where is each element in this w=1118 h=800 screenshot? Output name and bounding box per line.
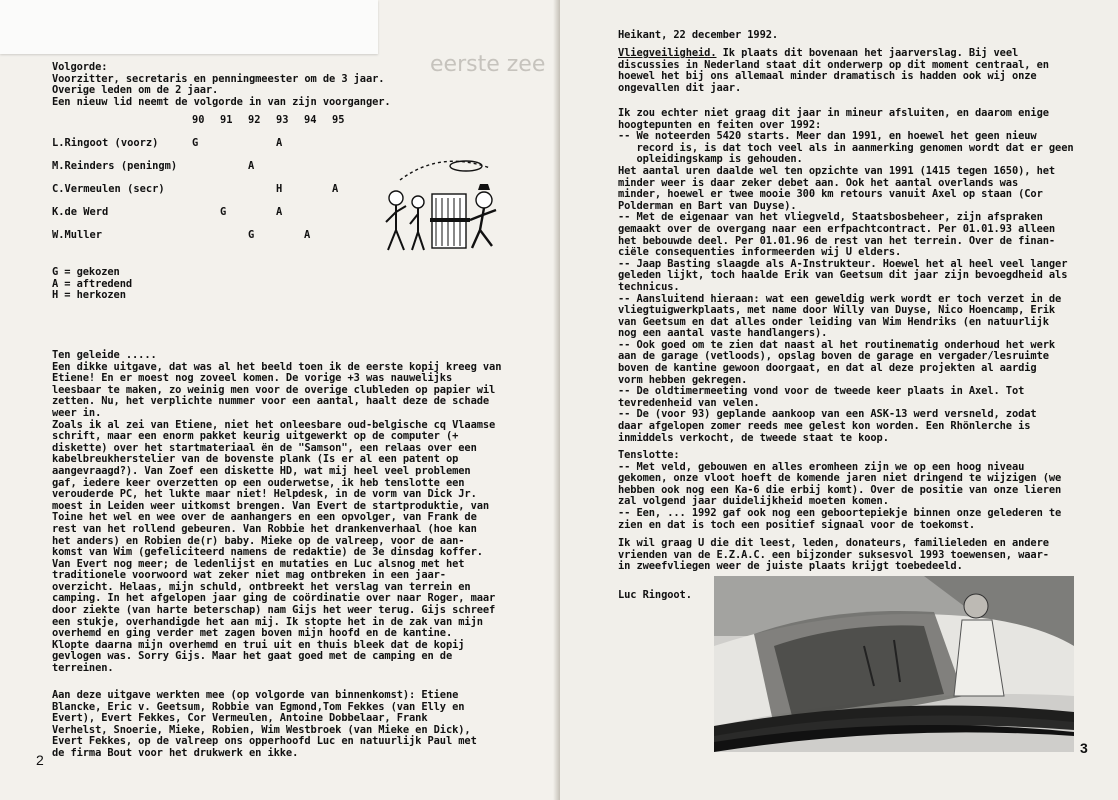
text-line: in zweefvliegen weer de juiste plaats krijgt toebedeeld. bbox=[618, 560, 963, 573]
schedule-mark bbox=[304, 183, 332, 206]
text-line: een stukje, overhandigde het aan mij. Ik stopte het in de zak van mijn bbox=[52, 615, 483, 628]
text-line: gekomen, onze vloot hoeft de komende jaren niet dringend te wijzigen (we bbox=[618, 472, 1062, 485]
table-row bbox=[52, 160, 360, 183]
text-line: nog een aantal vaste handlangers). bbox=[618, 327, 828, 340]
text-line: traditionele voorwoord wat zeker niet mag ontbreken in een jaar- bbox=[52, 569, 446, 582]
glider-cockpit-image bbox=[714, 576, 1074, 752]
schedule-mark: A bbox=[332, 183, 339, 195]
volgorde-line: Overige leden om de 2 jaar. bbox=[52, 84, 219, 97]
ten-geleide-section bbox=[52, 350, 501, 675]
text-line: het bebouwde deel. Per 01.01.96 de rest van het terrein. Over de finan- bbox=[618, 234, 1056, 247]
year-header: 94 bbox=[304, 114, 317, 126]
text-line: -- Jaap Basting slaagde als A-Instrukteur. Hoewel het al heel veel langer bbox=[618, 257, 1068, 270]
schedule-mark bbox=[332, 137, 360, 160]
text-line: tevredenheid van velen. bbox=[618, 396, 760, 409]
text-line: vorm hebben gekregen. bbox=[618, 373, 748, 386]
schedule-mark bbox=[332, 229, 360, 252]
text-line: hoewel het bij ons allemaal minder dramatisch is hadden ook wij onze bbox=[618, 70, 1037, 83]
schedule-mark bbox=[332, 160, 360, 183]
text-line: geleden lijkt, toch haalde Erik van Geetsum dit jaar zijn bevoegdheid als bbox=[618, 269, 1068, 282]
volgorde-line: Voorzitter, secretaris en penningmeester om de 3 jaar. bbox=[52, 72, 385, 85]
text-line: door ziekte (van harte beterschap) nam Gijs het weer terug. Gijs schreef bbox=[52, 604, 496, 617]
schedule-mark bbox=[192, 183, 220, 206]
text-line: Aan deze uitgave werkten mee (op volgorde van binnenkomst): Etiene bbox=[52, 689, 459, 701]
text-line: -- Een, ... 1992 gaf ook nog een geboortepiekje binnen onze gelederen te bbox=[618, 506, 1062, 519]
year-header: 91 bbox=[220, 114, 233, 126]
text-line: Ik wil graag U die dit leest, leden, donateurs, familieleden en andere bbox=[618, 537, 1049, 549]
text-line: overhemd en ging verder met zagen boven mijn hoofd en de kantine. bbox=[52, 627, 453, 640]
text-line: ongevallen dit jaar. bbox=[618, 81, 742, 94]
schedule-mark bbox=[220, 137, 248, 160]
volgorde-line: Een nieuw lid neemt de volgorde in van zijn voorganger. bbox=[52, 95, 391, 108]
vliegveiligheid-section bbox=[618, 48, 1049, 94]
year-header: 90 bbox=[192, 114, 205, 126]
text-line: ciële consequenties informeerden wij U elders. bbox=[618, 246, 902, 259]
text-line: aangevraagd?). Van Zoef een diskette HD, wat mij heel veel problemen bbox=[52, 464, 471, 477]
schedule-mark: A bbox=[276, 206, 283, 218]
text-line: gevlogen was. Sorry Gijs. Maar het gaat goed met de camping en de bbox=[52, 650, 453, 663]
schedule-mark: G bbox=[192, 137, 199, 149]
tenslotte-section bbox=[618, 450, 1061, 531]
year-header: 93 bbox=[276, 114, 289, 126]
text-line: zetten. Nu, het verplichte nummer voor een aantal, haalt deze de schade bbox=[52, 395, 490, 408]
schedule-mark bbox=[304, 206, 332, 229]
text-line: komst van Wim (gefeliciteerd namens de redaktie) de 3e dinsdag koffer. bbox=[52, 546, 483, 559]
schedule-mark bbox=[192, 229, 220, 252]
text-line: minder, hoewel er twee mooie 300 km retours vanuit Axel op staan (Cor bbox=[618, 188, 1043, 201]
text-line: gemaakt over de overgang naar een erfpachtcontract. Per 01.01.93 alleen bbox=[618, 222, 1056, 235]
text-line: gaf, iedere keer overzetten op een ouderwetse, ik heb tenslotte een bbox=[52, 476, 465, 489]
legend-item: H = herkozen bbox=[52, 289, 126, 302]
text-line: Ik zou echter niet graag dit jaar in mineur afsluiten, en daarom enige bbox=[618, 107, 1049, 119]
schedule-mark bbox=[304, 137, 332, 160]
schedule-mark bbox=[248, 137, 276, 160]
text-line: overzicht. Helaas, mijn schuld, ontbreekt het verslag van terrein en bbox=[52, 580, 471, 593]
text-line: Evert Fekkes, op de valreep ons opperhoofd Luc en natuurlijk Paul met bbox=[52, 735, 477, 748]
hoogtepunten-section bbox=[618, 108, 1074, 444]
text-line: Etiene! En er moest nog zoveel komen. De vorige +3 was nauwelijks bbox=[52, 372, 453, 385]
legend-item: A = aftredend bbox=[52, 277, 133, 290]
date-line: Heikant, 22 december 1992. bbox=[618, 29, 779, 41]
text-line: kabelbreukherstelier van de bovenste plank (Is er al een patent op bbox=[52, 453, 459, 466]
glider-photo bbox=[714, 576, 1074, 752]
page-number: 2 bbox=[36, 752, 44, 768]
text-line: vliegtuigwerkplaats, met name door Willy van Duyse, Nico Hoencamp, Erik bbox=[618, 304, 1056, 317]
text-line: camping. In het afgelopen jaar ging de coördinatie over naar Roger, maar bbox=[52, 592, 496, 605]
text-line: weer in. bbox=[52, 406, 102, 419]
text-line: Het aantal uren daalde wel ten opzichte van 1991 (1415 tegen 1650), het bbox=[618, 164, 1056, 177]
schedule-mark bbox=[276, 229, 304, 252]
legend-item: G = gekozen bbox=[52, 266, 120, 278]
text-line: leesbaar te maken, zo weinig men voor de overige clubleden op papier wil bbox=[52, 383, 496, 396]
schedule-mark bbox=[192, 160, 220, 183]
text-line: boven de kantine gewoon doorgaat, en dat al deze projekten al aardig bbox=[618, 362, 1037, 375]
text-line: inmiddels verkocht, de tweede staat te koop. bbox=[618, 431, 889, 444]
board-member-name: W.Muller bbox=[52, 229, 103, 241]
text-line: hoogtepunten en feiten over 1992: bbox=[618, 118, 822, 131]
text-line: Toine het wel en wee over de aanhangers en een opvolger, van Frank de bbox=[52, 511, 477, 524]
text-line: record is, is dat toch veel als in aanmerking genomen wordt dat er geen bbox=[618, 141, 1074, 154]
text-line: discussies in Nederland staat dit onderwerp op dit moment centraal, en bbox=[618, 58, 1049, 71]
schedule-mark bbox=[304, 160, 332, 183]
bleed-through-text: eerste zee bbox=[430, 52, 546, 77]
text-line: hebben ook nog een Ka-6 die erbij komt). Over de positie van onze lieren bbox=[618, 483, 1062, 496]
table-row bbox=[52, 137, 360, 160]
board-member-name: C.Vermeulen (secr) bbox=[52, 183, 165, 195]
schedule-mark bbox=[248, 183, 276, 206]
schedule-mark bbox=[220, 229, 248, 252]
masking-tape bbox=[0, 0, 378, 54]
schedule-mark: H bbox=[276, 183, 283, 195]
schedule-mark bbox=[248, 206, 276, 229]
text-line: de firma Bout voor het drukwerk en ikke. bbox=[52, 746, 299, 759]
page-number: 3 bbox=[1080, 740, 1088, 756]
contributors-section bbox=[52, 690, 477, 760]
text-line: Tenslotte: bbox=[618, 449, 680, 461]
year-header: 95 bbox=[332, 114, 345, 126]
schedule-mark bbox=[192, 206, 220, 229]
volgorde-line: Volgorde: bbox=[52, 61, 108, 73]
text-line: zal volgend jaar duidelijkheid moeten komen. bbox=[618, 495, 889, 508]
text-line: rest van het rollend gebeuren. Van Robbie het drankenverhaal (hoe kan bbox=[52, 522, 477, 535]
text-line: aan de garage (vetloods), opslag boven de garage en vergader/lesruimte bbox=[618, 350, 1049, 363]
schedule-mark: A bbox=[276, 137, 283, 149]
cartoon-illustration bbox=[380, 150, 508, 260]
text-line: Klopte daarna mijn overhemd en trui uit en thuis bleek dat de kopij bbox=[52, 638, 465, 651]
board-member-name: L.Ringoot (voorz) bbox=[52, 137, 159, 149]
text-line: daar afgelopen zomer reeds mee gelest kon worden. Een Rhönlerche is bbox=[618, 420, 1031, 433]
text-line: Zoals ik al zei van Etiene, niet het onleesbare oud-belgische cq Vlaamse bbox=[52, 418, 496, 431]
text-line: -- De oldtimermeeting vond voor de tweede keer plaats in Axel. Tot bbox=[618, 385, 1025, 398]
schedule-mark: A bbox=[248, 160, 255, 172]
text-line: diskette) over het startmateriaal ën de "Samson", een relaas over een bbox=[52, 441, 477, 454]
schedule-mark: G bbox=[220, 206, 227, 218]
rotation-schedule-table bbox=[52, 114, 360, 252]
legend-block bbox=[52, 267, 132, 302]
text-line: Van Evert nog meer; de ledenlijst en mutaties en Luc alsnog met het bbox=[52, 557, 465, 570]
text-line: schrift, maar een enorm pakket keurig uitgewerkt op de computer (+ bbox=[52, 430, 459, 443]
text-line: -- Met de eigenaar van het vliegveld, Staatsbosbeheer, zijn afspraken bbox=[618, 211, 1043, 224]
text-line: Blancke, Eric v. Geetsum, Robbie van Egmond,Tom Fekkes (van Elly en bbox=[52, 700, 465, 713]
text-line: Polderman en Bart van Duyse). bbox=[618, 199, 797, 212]
schedule-mark: A bbox=[304, 229, 311, 241]
text-line: van Geetsum en dat alles onder leiding van Wim Hendriks (en natuurlijk bbox=[618, 315, 1049, 328]
year-header: 92 bbox=[248, 114, 261, 126]
text-line: -- Ook goed om te zien dat naast al het routinematig onderhoud het werk bbox=[618, 338, 1056, 351]
text-line: -- Aansluitend hieraan: wat een geweldig werk wordt er toch verzet in de bbox=[618, 292, 1062, 305]
signature: Luc Ringoot. bbox=[618, 589, 692, 601]
text-line: Verhelst, Snoerie, Mieke, Robien, Wim Westbroek (van Mieke en Dick), bbox=[52, 723, 471, 736]
text-line: technicus. bbox=[618, 280, 680, 293]
text-line: verouderde PC, het lukte maar niet! Helpdesk, in de vorm van Dick Jr. bbox=[52, 488, 477, 501]
table-row bbox=[52, 229, 360, 252]
text-line: opleidingskamp is gehouden. bbox=[618, 153, 803, 166]
schedule-mark: G bbox=[248, 229, 255, 241]
table-row bbox=[52, 183, 360, 206]
text-line: Ik plaats dit bovenaan het jaarverslag. Bij veel bbox=[716, 47, 1019, 59]
text-line: -- De (voor 93) geplande aankoop van een ASK-13 werd versneld, zodat bbox=[618, 408, 1037, 421]
text-line: terreinen. bbox=[52, 662, 114, 675]
text-line: zien en dat is toch een positief signaal voor de toekomst. bbox=[618, 518, 976, 531]
schedule-mark bbox=[276, 160, 304, 183]
section-heading: Vliegveiligheid. bbox=[618, 47, 717, 59]
board-member-name: K.de Werd bbox=[52, 206, 109, 218]
section-title: Ten geleide ..... bbox=[52, 349, 157, 361]
table-row bbox=[52, 206, 360, 229]
text-line: vrienden van de E.Z.A.C. een bijzonder suksesvol 1993 toewensen, waar- bbox=[618, 548, 1049, 561]
closing-section bbox=[618, 538, 1049, 573]
text-line: Evert), Evert Fekkes, Cor Vermeulen, Antoine Dobbelaar, Frank bbox=[52, 712, 428, 725]
volgorde-block bbox=[52, 62, 391, 108]
text-line: -- We noteerden 5420 starts. Meer dan 1991, en hoewel het geen nieuw bbox=[618, 130, 1037, 143]
text-line: minder weer is daar zeker debet aan. Ook het aantal overlands was bbox=[618, 176, 1019, 189]
schedule-mark bbox=[220, 160, 248, 183]
schedule-mark bbox=[220, 183, 248, 206]
board-member-name: M.Reinders (peningm) bbox=[52, 160, 178, 172]
text-line: het anders) en Robien de(r) baby. Mieke op de valreep, voor de aan- bbox=[52, 534, 465, 547]
text-line: Een dikke uitgave, dat was al het beeld toen ik de eerste kopij kreeg van bbox=[52, 360, 502, 373]
text-line: -- Met veld, gebouwen en alles eromheen zijn we op een hoog niveau bbox=[618, 460, 1025, 473]
text-line: moest in Leiden weer uitkomst brengen. Van Evert de startproduktie, van bbox=[52, 499, 490, 512]
schedule-header-row bbox=[52, 114, 360, 137]
schedule-mark bbox=[332, 206, 360, 229]
